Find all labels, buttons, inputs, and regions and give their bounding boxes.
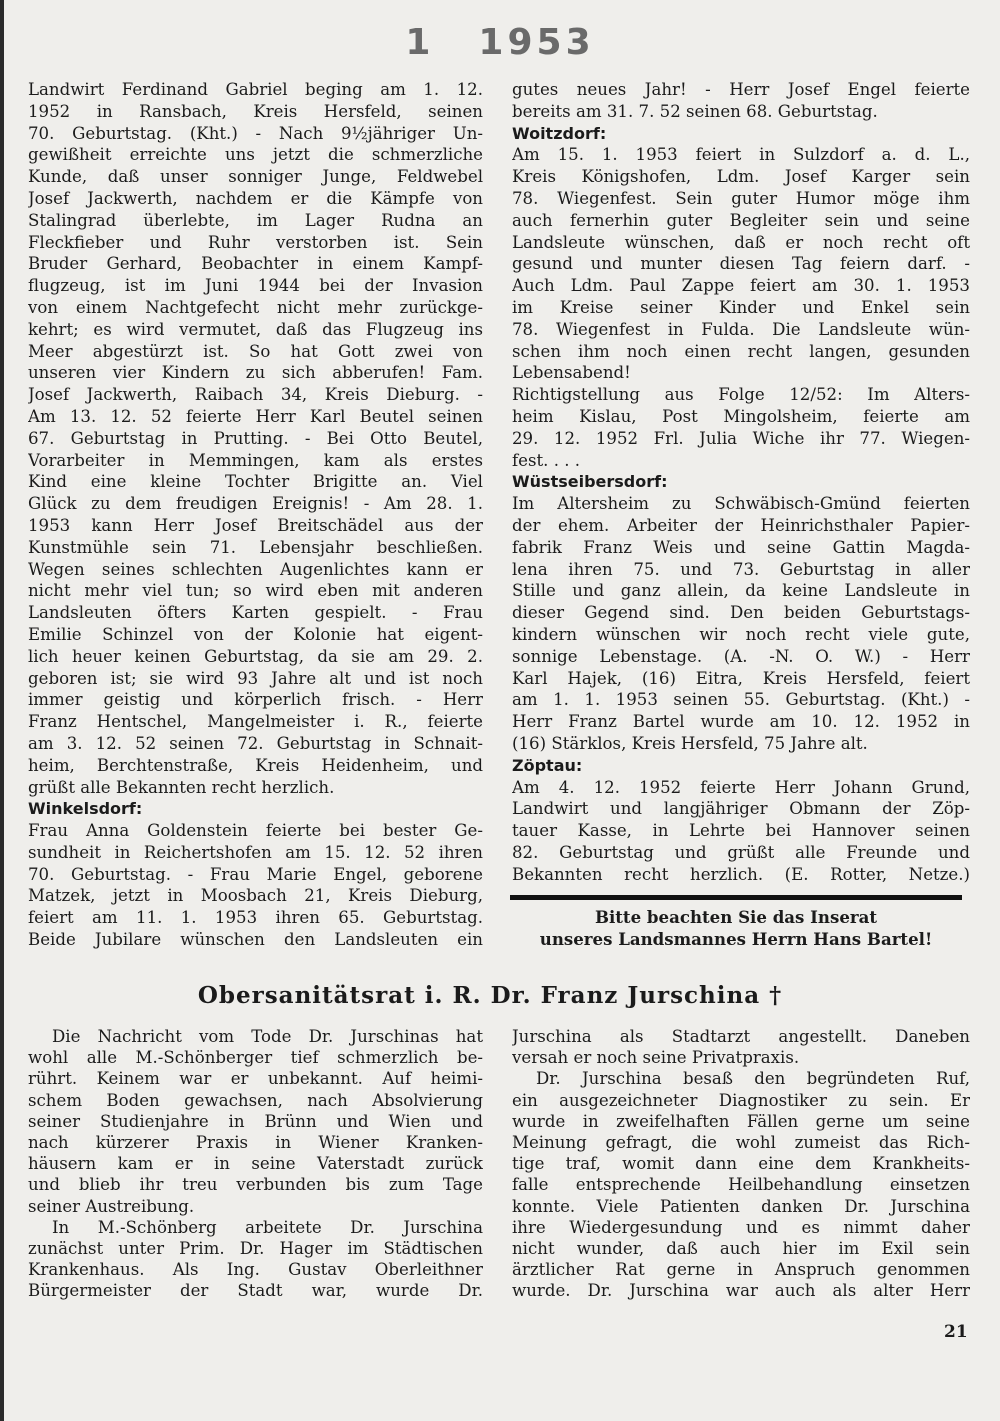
text-line: am 1. 1. 1953 seinen 55. Geburtstag. (Kht.) -: [512, 690, 970, 710]
article-title: Obersanitätsrat i. R. Dr. Franz Jurschina †: [197, 982, 783, 1009]
text-line: am 3. 12. 52 seinen 72. Geburtstag in Schnait-: [28, 733, 483, 753]
text-line: nicht mehr viel tun; so wird eben mit anderen: [28, 581, 483, 601]
text-line: Landsleuten öfters Karten gespielt. - Frau: [28, 603, 483, 623]
text-line: Emilie Schinzel von der Kolonie hat eigent-: [28, 624, 483, 644]
text-line: Herr Franz Bartel wurde am 10. 12. 1952 in: [512, 712, 970, 732]
text-line: 70. Geburtstag. - Frau Marie Engel, geborene: [28, 864, 483, 884]
text-line: 78. Wiegenfest in Fulda. Die Landsleute wün-: [512, 319, 970, 339]
text-line: 1952 in Ransbach, Kreis Hersfeld, seinen: [28, 101, 483, 121]
text-line: fest. . . .: [512, 450, 581, 470]
text-line: heim Kislau, Post Mingolsheim, feierte am: [512, 406, 970, 426]
text-line: sundheit in Reichertshofen am 15. 12. 52 ihren: [28, 842, 483, 862]
text-line: Im Altersheim zu Schwäbisch-Gmünd feierten: [512, 494, 970, 514]
text-line: Kind eine kleine Tochter Brigitte an. Viel: [28, 472, 483, 492]
text-line: Matzek, jetzt in Moosbach 21, Kreis Dieburg,: [28, 886, 483, 906]
section-heading: Woitzdorf:: [512, 123, 607, 143]
page-number: 21: [944, 1322, 968, 1342]
column-top-right: [512, 79, 970, 885]
text-line: Josef Jackwerth, nachdem er die Kämpfe von: [28, 188, 483, 208]
text-line: bereits am 31. 7. 52 seinen 68. Geburtstag.: [512, 101, 878, 121]
text-line: ärztlicher Rat gerne in Anspruch genommen: [512, 1260, 970, 1280]
text-line: Meer abgestürzt ist. So hat Gott zwei von: [28, 341, 483, 361]
text-line: Dr. Jurschina besaß den begründeten Ruf,: [536, 1069, 970, 1089]
text-line: fabrik Franz Weis und seine Gattin Magda-: [512, 537, 970, 557]
text-line: flugzeug, ist im Juni 1944 bei der Invasion: [28, 276, 483, 296]
text-line: nicht wunder, daß auch hier im Exil sein: [512, 1239, 970, 1259]
text-line: Fleckfieber und Ruhr verstorben ist. Sein: [28, 232, 483, 252]
text-line: wurde in zweifelhaften Fällen gerne um seine: [512, 1111, 970, 1131]
divider-rule: [510, 895, 962, 900]
text-line: dieser Gegend sind. Den beiden Geburtstags-: [512, 603, 970, 623]
text-line: In M.-Schönberg arbeitete Dr. Jurschina: [52, 1217, 483, 1237]
text-line: Beide Jubilare wünschen den Landsleuten ein: [28, 930, 483, 950]
text-line: nach kürzerer Praxis in Wiener Kranken-: [28, 1133, 483, 1153]
text-line: der ehem. Arbeiter der Heinrichsthaler Papier-: [512, 515, 970, 535]
text-line: Am 4. 12. 1952 feierte Herr Johann Grund,: [512, 777, 970, 797]
text-line: Frau Anna Goldenstein feierte bei bester Ge-: [28, 821, 483, 841]
text-line: rührt. Keinem war er unbekannt. Auf heimi-: [28, 1069, 483, 1089]
text-line: Glück zu dem freudigen Ereignis! - Am 28. 1.: [28, 494, 483, 514]
issue-year: 1953: [478, 22, 595, 63]
text-line: wohl alle M.-Schönberger tief schmerzlich be-: [28, 1048, 483, 1068]
text-line: Krankenhaus. Als Ing. Gustav Oberleithner: [28, 1260, 483, 1280]
scan-edge: [0, 0, 4, 1421]
text-line: grüßt alle Bekannten recht herzlich.: [28, 777, 335, 797]
text-line: Landwirt und langjähriger Obmann der Zöp-: [512, 799, 970, 819]
article-column-right: [512, 1026, 970, 1302]
text-line: seiner Austreibung.: [28, 1196, 195, 1216]
text-line: auch fernerhin guter Begleiter sein und seine: [512, 210, 970, 230]
text-line: kehrt; es wird vermutet, daß das Flugzeug ins: [28, 319, 483, 339]
text-line: gewißheit erreichte uns jetzt die schmerzliche: [28, 145, 483, 165]
text-line: versah er noch seine Privatpraxis.: [512, 1048, 800, 1068]
notice-line: Bitte beachten Sie das Inserat: [594, 907, 878, 927]
text-line: ihre Wiedergesundung und es nimmt daher: [512, 1217, 970, 1237]
text-line: Meinung gefragt, die wohl zumeist das Rich-: [512, 1133, 970, 1153]
text-line: seiner Studienjahre in Brünn und Wien und: [28, 1111, 483, 1131]
column-top-left: [28, 79, 483, 951]
text-line: ein ausgezeichneter Diagnostiker zu sein. Er: [512, 1090, 970, 1110]
text-line: Auch Ldm. Paul Zappe feiert am 30. 1. 1953: [512, 276, 970, 296]
text-line: falle entsprechende Heilbehandlung einsetzen: [512, 1175, 970, 1195]
text-line: 78. Wiegenfest. Sein guter Humor möge ihm: [512, 188, 970, 208]
text-line: Vorarbeiter in Memmingen, kam als erstes: [28, 450, 483, 470]
text-line: 29. 12. 1952 Frl. Julia Wiche ihr 77. Wiegen-: [512, 428, 970, 448]
text-line: Bekannten recht herzlich. (E. Rotter, Netze.): [512, 864, 970, 884]
issue-header: [0, 22, 1000, 63]
text-line: (16) Stärklos, Kreis Hersfeld, 75 Jahre alt.: [512, 733, 868, 753]
text-line: geboren ist; sie wird 93 Jahre alt und ist noch: [28, 668, 483, 688]
text-line: wurde. Dr. Jurschina war auch als alter Herr: [512, 1281, 970, 1301]
text-line: gutes neues Jahr! - Herr Josef Engel feierte: [512, 80, 970, 99]
text-line: Stille und ganz allein, da keine Landsleute in: [512, 581, 970, 601]
text-line: unseren vier Kindern zu sich abberufen! Fam.: [28, 363, 483, 383]
text-line: Kunde, daß unser sonniger Junge, Feldwebel: [28, 167, 483, 187]
text-line: schen ihm noch einen recht langen, gesunden: [512, 341, 970, 361]
text-line: Bruder Gerhard, Beobachter in einem Kampf-: [28, 254, 483, 274]
text-line: Bürgermeister der Stadt war, wurde Dr.: [28, 1281, 483, 1301]
text-line: lena ihren 75. und 73. Geburtstag in aller: [512, 559, 970, 579]
text-line: 70. Geburtstag. (Kht.) - Nach 9½jähriger Un-: [28, 123, 483, 143]
text-line: im Kreise seiner Kinder und Enkel sein: [512, 297, 970, 317]
text-line: Stalingrad überlebte, im Lager Rudna an: [28, 210, 483, 230]
text-line: Richtigstellung aus Folge 12/52: Im Alters-: [512, 385, 970, 405]
text-line: Franz Hentschel, Mangelmeister i. R., feierte: [28, 712, 483, 732]
text-line: konnte. Viele Patienten danken Dr. Jurschina: [512, 1196, 970, 1216]
text-line: zunächst unter Prim. Dr. Hager im Städtischen: [28, 1239, 483, 1259]
text-line: schem Boden gewachsen, nach Absolvierung: [28, 1090, 483, 1110]
issue-number: 1: [405, 22, 435, 63]
text-line: lich heuer keinen Geburtstag, da sie am 29. 2.: [28, 646, 483, 666]
text-line: 82. Geburtstag und grüßt alle Freunde und: [512, 842, 970, 862]
text-line: Kreis Königshofen, Ldm. Josef Karger sein: [512, 167, 970, 187]
text-line: Karl Hajek, (16) Eitra, Kreis Hersfeld, feiert: [512, 668, 970, 688]
text-line: Die Nachricht vom Tode Dr. Jurschinas hat: [52, 1027, 483, 1046]
text-line: Am 15. 1. 1953 feiert in Sulzdorf a. d. L.,: [512, 145, 970, 165]
text-line: heim, Berchtenstraße, Kreis Heidenheim, und: [28, 755, 483, 775]
text-line: von einem Nachtgefecht nicht mehr zurückge-: [28, 297, 483, 317]
text-line: Josef Jackwerth, Raibach 34, Kreis Dieburg. -: [28, 385, 483, 405]
text-line: Lebensabend!: [512, 363, 631, 383]
text-line: sonnige Lebenstage. (A. -N. O. W.) - Herr: [512, 646, 970, 666]
text-line: Wegen seines schlechten Augenlichtes kann er: [28, 559, 483, 579]
text-line: tauer Kasse, in Lehrte bei Hannover seinen: [512, 821, 970, 841]
section-heading: Zöptau:: [512, 755, 583, 775]
text-line: und blieb ihr treu verbunden bis zum Tage: [28, 1175, 483, 1195]
text-line: Landwirt Ferdinand Gabriel beging am 1. 12.: [28, 80, 483, 99]
text-line: 1953 kann Herr Josef Breitschädel aus der: [28, 515, 483, 535]
article-column-left: [28, 1026, 483, 1302]
section-heading: Winkelsdorf:: [28, 799, 143, 819]
text-line: gesund und munter diesen Tag feiern darf. -: [512, 254, 970, 274]
text-line: Kunstmühle sein 71. Lebensjahr beschließen.: [28, 537, 483, 557]
text-line: feiert am 11. 1. 1953 ihren 65. Geburtstag.: [28, 908, 483, 928]
section-heading: Wüstseibersdorf:: [512, 472, 668, 492]
text-line: Landsleute wünschen, daß er noch recht oft: [512, 232, 970, 252]
text-line: häusern kam er in seine Vaterstadt zurück: [28, 1154, 483, 1174]
text-line: tige traf, womit dann eine dem Krankheits-: [512, 1154, 970, 1174]
text-line: kindern wünschen wir noch recht viele gute,: [512, 624, 970, 644]
notice-line: unseres Landsmannes Herrn Hans Bartel!: [539, 929, 933, 949]
text-line: 67. Geburtstag in Prutting. - Bei Otto Beutel,: [28, 428, 483, 448]
text-line: Jurschina als Stadtarzt angestellt. Daneben: [512, 1027, 970, 1046]
text-line: Am 13. 12. 52 feierte Herr Karl Beutel seinen: [28, 406, 483, 426]
advert-notice: [510, 906, 962, 950]
text-line: immer geistig und körperlich frisch. - Herr: [28, 690, 483, 710]
